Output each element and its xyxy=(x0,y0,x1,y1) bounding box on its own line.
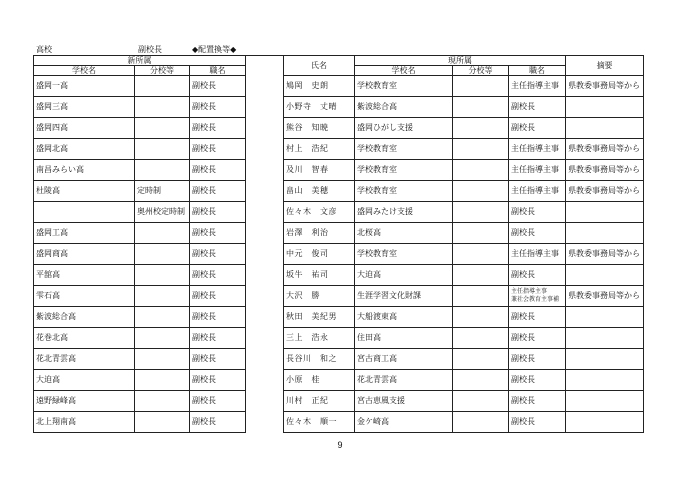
column-gap xyxy=(246,97,284,118)
remarks-cell: 県教委事務局等から xyxy=(566,181,644,202)
table-row xyxy=(34,202,644,223)
new-branch-cell: 奥州校定時制 xyxy=(135,202,190,223)
remarks-cell: 県教委事務局等から xyxy=(566,160,644,181)
table-row xyxy=(34,223,644,244)
remarks-cell: 県教委事務局等から xyxy=(566,286,644,307)
new-role-cell: 副校長 xyxy=(190,328,246,349)
name-cell: 三上 浩永 xyxy=(284,328,355,349)
name-header: 氏名 xyxy=(284,56,355,76)
current-role-cell: 主任指導主事 xyxy=(509,181,566,202)
name-cell: 小原 桂 xyxy=(284,370,355,391)
new-branch-cell xyxy=(135,328,190,349)
table-body xyxy=(34,76,644,433)
new-school-cell xyxy=(34,202,135,223)
new-branch-cell xyxy=(135,97,190,118)
new-branch-cell xyxy=(135,265,190,286)
new-school-cell: 盛岡三高 xyxy=(34,97,135,118)
column-gap xyxy=(246,391,284,412)
remarks-cell xyxy=(566,265,644,286)
page-number: 9 xyxy=(337,440,343,450)
new-role-cell: 副校長 xyxy=(190,97,246,118)
new-group-header: 新所属 xyxy=(34,56,246,66)
current-branch-cell xyxy=(453,118,509,139)
category-label: 高校 xyxy=(36,45,52,54)
column-gap xyxy=(246,349,284,370)
current-school-cell: 紫波総合高 xyxy=(355,97,453,118)
new-school-cell: 盛岡商高 xyxy=(34,244,135,265)
remarks-cell xyxy=(566,307,644,328)
new-school-cell: 花巻北高 xyxy=(34,328,135,349)
current-school-cell: 金ケ崎高 xyxy=(355,412,453,433)
new-role-cell: 副校長 xyxy=(190,244,246,265)
current-branch-cell xyxy=(453,265,509,286)
current-school-cell: 北桜高 xyxy=(355,223,453,244)
name-cell: 坂牛 祐司 xyxy=(284,265,355,286)
name-cell: 佐々木 文彦 xyxy=(284,202,355,223)
current-role-cell: 副校長 xyxy=(509,349,566,370)
remarks-cell: 県教委事務局等から xyxy=(566,244,644,265)
current-school-cell: 大船渡東高 xyxy=(355,307,453,328)
new-role-cell: 副校長 xyxy=(190,370,246,391)
name-cell: 畠山 美穂 xyxy=(284,181,355,202)
new-branch-cell xyxy=(135,223,190,244)
current-school-cell: 花北青雲高 xyxy=(355,370,453,391)
column-gap xyxy=(246,139,284,160)
new-role-cell: 副校長 xyxy=(190,307,246,328)
current-branch-cell xyxy=(453,307,509,328)
new-role-cell: 副校長 xyxy=(190,223,246,244)
new-school-cell: 盛岡工高 xyxy=(34,223,135,244)
column-gap xyxy=(246,223,284,244)
remarks-cell xyxy=(566,328,644,349)
current-branch-cell xyxy=(453,139,509,160)
name-cell: 小野寺 丈晴 xyxy=(284,97,355,118)
current-role-cell: 主任指導主事 兼社会教育主事補 xyxy=(509,286,566,307)
new-school-cell: 杜陵高 xyxy=(34,181,135,202)
remarks-cell xyxy=(566,202,644,223)
current-school-cell: 盛岡みたけ支援 xyxy=(355,202,453,223)
remarks-cell xyxy=(566,223,644,244)
personnel-table xyxy=(33,55,644,433)
name-cell: 及川 智春 xyxy=(284,160,355,181)
column-gap xyxy=(246,286,284,307)
current-role-header: 職名 xyxy=(509,66,566,76)
new-branch-cell xyxy=(135,244,190,265)
new-branch-cell xyxy=(135,118,190,139)
current-role-cell: 副校長 xyxy=(509,223,566,244)
column-gap xyxy=(246,76,284,97)
table-row xyxy=(34,118,644,139)
column-gap xyxy=(246,244,284,265)
current-school-cell: 学校教育室 xyxy=(355,244,453,265)
new-school-header: 学校名 xyxy=(34,66,135,76)
new-school-cell: 盛岡一高 xyxy=(34,76,135,97)
new-branch-cell xyxy=(135,76,190,97)
column-gap xyxy=(246,181,284,202)
table-row xyxy=(34,139,644,160)
table-row xyxy=(34,97,644,118)
current-role-cell: 副校長 xyxy=(509,118,566,139)
new-branch-header: 分校等 xyxy=(135,66,190,76)
current-branch-header: 分校等 xyxy=(453,66,509,76)
column-gap xyxy=(246,328,284,349)
table-row xyxy=(34,370,644,391)
new-role-cell: 副校長 xyxy=(190,286,246,307)
new-role-header: 職名 xyxy=(190,66,246,76)
new-role-cell: 副校長 xyxy=(190,391,246,412)
current-branch-cell xyxy=(453,412,509,433)
current-branch-cell xyxy=(453,391,509,412)
new-role-cell: 副校長 xyxy=(190,349,246,370)
new-role-cell: 副校長 xyxy=(190,76,246,97)
new-school-cell: 平舘高 xyxy=(34,265,135,286)
current-school-cell: 宮古商工高 xyxy=(355,349,453,370)
current-role-cell: 主任指導主事 xyxy=(509,160,566,181)
current-branch-cell xyxy=(453,181,509,202)
current-branch-cell xyxy=(453,244,509,265)
remarks-cell xyxy=(566,370,644,391)
table-row xyxy=(34,391,644,412)
table-row xyxy=(34,328,644,349)
current-school-cell: 学校教育室 xyxy=(355,139,453,160)
current-school-cell: 学校教育室 xyxy=(355,181,453,202)
name-cell: 中元 俊司 xyxy=(284,244,355,265)
name-cell: 大沢 勝 xyxy=(284,286,355,307)
remarks-cell xyxy=(566,412,644,433)
column-gap xyxy=(246,370,284,391)
name-cell: 川村 正紀 xyxy=(284,391,355,412)
name-cell: 熊谷 知暁 xyxy=(284,118,355,139)
new-school-cell: 南昌みらい高 xyxy=(34,160,135,181)
table-row xyxy=(34,244,644,265)
column-gap xyxy=(246,265,284,286)
current-group-header: 現所属 xyxy=(355,56,566,66)
section-title: ◆配置換等◆ xyxy=(192,45,237,54)
new-school-cell: 盛岡四高 xyxy=(34,118,135,139)
current-school-cell: 生涯学習文化財課 xyxy=(355,286,453,307)
table-row xyxy=(34,412,644,433)
current-branch-cell xyxy=(453,328,509,349)
current-role-cell: 主任指導主事 xyxy=(509,76,566,97)
remarks-cell xyxy=(566,118,644,139)
new-role-cell: 副校長 xyxy=(190,181,246,202)
remarks-cell xyxy=(566,349,644,370)
current-role-cell: 副校長 xyxy=(509,265,566,286)
new-branch-cell xyxy=(135,307,190,328)
new-role-cell: 副校長 xyxy=(190,202,246,223)
table-row xyxy=(34,160,644,181)
table-row xyxy=(34,181,644,202)
table-row xyxy=(34,265,644,286)
current-role-cell: 副校長 xyxy=(509,391,566,412)
position-label: 副校長 xyxy=(138,45,162,54)
column-gap xyxy=(246,56,284,76)
current-branch-cell xyxy=(453,286,509,307)
current-school-header: 学校名 xyxy=(355,66,453,76)
current-role-cell: 副校長 xyxy=(509,328,566,349)
current-branch-cell xyxy=(453,202,509,223)
current-role-cell: 主任指導主事 xyxy=(509,139,566,160)
current-school-cell: 盛岡ひがし支援 xyxy=(355,118,453,139)
name-cell: 秋田 美紀男 xyxy=(284,307,355,328)
table-row xyxy=(34,286,644,307)
new-branch-cell xyxy=(135,391,190,412)
current-role-cell: 副校長 xyxy=(509,370,566,391)
new-branch-cell xyxy=(135,160,190,181)
new-school-cell: 紫波総合高 xyxy=(34,307,135,328)
new-school-cell: 花北青雲高 xyxy=(34,349,135,370)
new-branch-cell: 定時制 xyxy=(135,181,190,202)
new-branch-cell xyxy=(135,412,190,433)
table-row xyxy=(34,76,644,97)
remarks-header: 摘要 xyxy=(566,56,644,76)
column-gap xyxy=(246,307,284,328)
column-gap xyxy=(246,160,284,181)
column-gap xyxy=(246,118,284,139)
name-cell: 村上 浩紀 xyxy=(284,139,355,160)
remarks-cell xyxy=(566,97,644,118)
current-school-cell: 学校教育室 xyxy=(355,160,453,181)
current-branch-cell xyxy=(453,223,509,244)
current-branch-cell xyxy=(453,349,509,370)
current-branch-cell xyxy=(453,160,509,181)
current-school-cell: 大迫高 xyxy=(355,265,453,286)
new-role-cell: 副校長 xyxy=(190,160,246,181)
table-row xyxy=(34,349,644,370)
current-branch-cell xyxy=(453,370,509,391)
current-branch-cell xyxy=(453,76,509,97)
remarks-cell: 県教委事務局等から xyxy=(566,139,644,160)
current-role-cell: 副校長 xyxy=(509,307,566,328)
column-gap xyxy=(246,202,284,223)
current-role-cell: 副校長 xyxy=(509,202,566,223)
new-school-cell: 盛岡北高 xyxy=(34,139,135,160)
new-school-cell: 大迫高 xyxy=(34,370,135,391)
current-school-cell: 学校教育室 xyxy=(355,76,453,97)
current-role-cell: 副校長 xyxy=(509,412,566,433)
table-row xyxy=(34,307,644,328)
new-role-cell: 副校長 xyxy=(190,139,246,160)
name-cell: 岩澤 利治 xyxy=(284,223,355,244)
new-school-cell: 雫石高 xyxy=(34,286,135,307)
current-role-cell: 主任指導主事 xyxy=(509,244,566,265)
new-branch-cell xyxy=(135,349,190,370)
current-school-cell: 宮古恵風支援 xyxy=(355,391,453,412)
current-role-cell: 副校長 xyxy=(509,97,566,118)
column-gap xyxy=(246,412,284,433)
new-role-cell: 副校長 xyxy=(190,265,246,286)
name-cell: 鳩岡 史朗 xyxy=(284,76,355,97)
new-branch-cell xyxy=(135,370,190,391)
new-branch-cell xyxy=(135,286,190,307)
new-role-cell: 副校長 xyxy=(190,118,246,139)
table-header xyxy=(34,56,644,76)
new-school-cell: 北上翔南高 xyxy=(34,412,135,433)
current-school-cell: 住田高 xyxy=(355,328,453,349)
remarks-cell xyxy=(566,391,644,412)
name-cell: 佐々木 順一 xyxy=(284,412,355,433)
new-school-cell: 遠野緑峰高 xyxy=(34,391,135,412)
new-role-cell: 副校長 xyxy=(190,412,246,433)
new-branch-cell xyxy=(135,139,190,160)
remarks-cell: 県教委事務局等から xyxy=(566,76,644,97)
current-branch-cell xyxy=(453,97,509,118)
name-cell: 長谷川 和之 xyxy=(284,349,355,370)
